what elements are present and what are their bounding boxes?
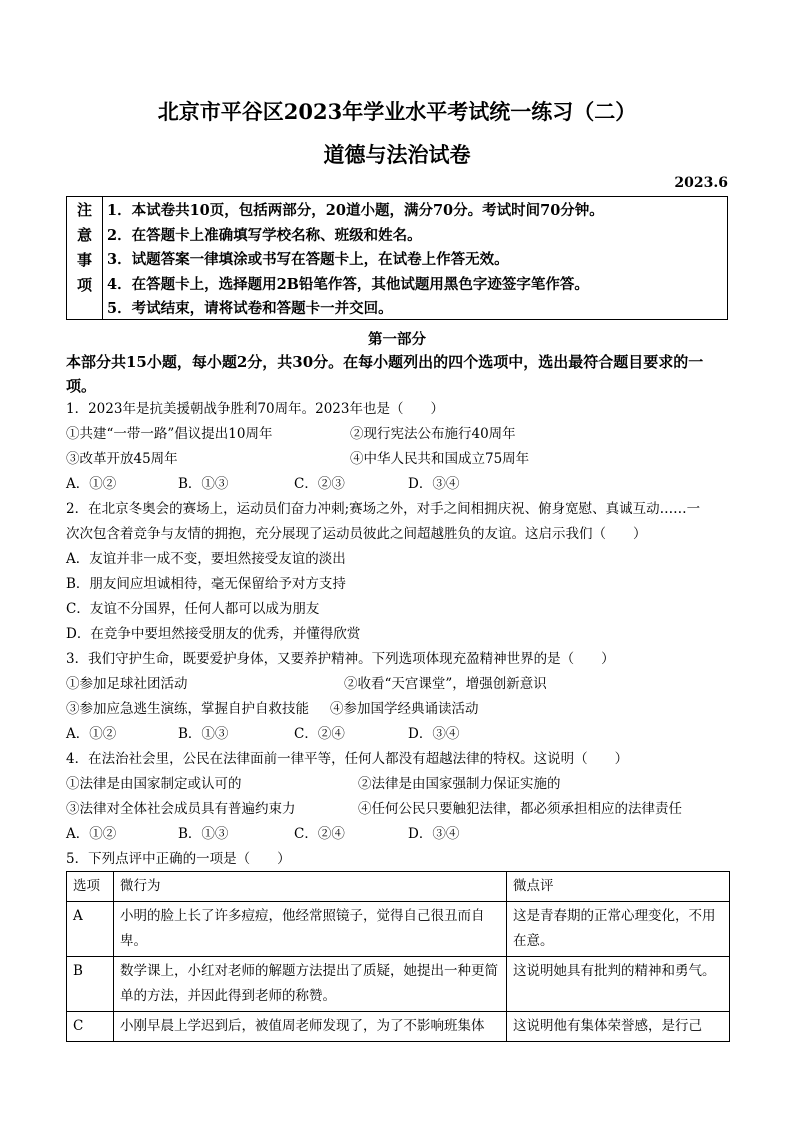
- notice-items: [107, 199, 604, 322]
- question-item: ②收看“天宫课堂”，增强创新意识: [344, 676, 547, 692]
- question-item: ④中华人民共和国成立75周年: [350, 451, 530, 467]
- answer-choice[interactable]: D．③④: [408, 826, 460, 842]
- answer-choice[interactable]: A．友谊并非一成不变，要坦然接受友谊的淡出: [66, 551, 346, 567]
- table-cell: B: [67, 957, 114, 1012]
- question-item: ③参加应急逃生演练，掌握自护自救技能: [66, 701, 309, 717]
- table-cell: 小明的脸上长了许多痘痘，他经常照镜子，觉得自己很丑而自卑。: [114, 902, 507, 957]
- answer-choice[interactable]: B．①③: [178, 476, 229, 492]
- table-row: [67, 902, 730, 957]
- table-header-row: [67, 872, 730, 902]
- question-stem: 4．在法治社会里，公民在法律面前一律平等，任何人都没有超越法律的特权。这说明（ ）: [66, 751, 629, 767]
- answer-choice[interactable]: B．①③: [178, 826, 229, 842]
- answer-choice[interactable]: B．朋友间应坦诚相待，毫无保留给予对方支持: [66, 576, 346, 592]
- notice-item: 5．考试结束，请将试卷和答题卡一并交回。: [107, 300, 393, 317]
- question-item: ③法律对全体社会成员具有普遍约束力: [66, 801, 296, 817]
- table-cell: A: [67, 902, 114, 957]
- question-stem: 2．在北京冬奥会的赛场上，运动员们奋力冲刺;赛场之外，对手之间相拥庆祝、俯身宽慰、真诚互动……一: [66, 501, 701, 517]
- notice-label-char: 事: [76, 251, 92, 269]
- answer-choice[interactable]: C．②④: [294, 826, 345, 842]
- question-item: ③改革开放45周年: [66, 451, 178, 467]
- question-stem: 5．下列点评中正确的一项是（ ）: [66, 851, 291, 867]
- question-item: ④参加国学经典诵读活动: [330, 701, 479, 717]
- notice-item: 3．试题答案一律填涂或书写在答题卡上，在试卷上作答无效。: [107, 251, 509, 268]
- table-cell: 这说明她具有批判的精神和勇气。: [507, 957, 730, 1012]
- answer-choice[interactable]: D．③④: [408, 726, 460, 742]
- exam-date: 2023.6: [674, 175, 728, 191]
- notice-label-char: 注: [76, 201, 92, 219]
- notice-label: [67, 197, 103, 319]
- table-cell: 这说明他有集体荣誉感，是行己: [507, 1012, 730, 1042]
- notice-item: 2．在答题卡上准确填写学校名称、班级和姓名。: [107, 226, 422, 244]
- table-header: 微行为: [114, 872, 507, 902]
- part-intro: 本部分共15小题，每小题2分，共30分。在每小题列出的四个选项中，选出最符合题目要求的一项。: [66, 353, 704, 395]
- question-item: ②现行宪法公布施行40周年: [350, 426, 516, 442]
- table-header: 选项: [67, 872, 114, 902]
- question-stem: 1．2023年是抗美援朝战争胜利70周年。2023年也是（ ）: [66, 401, 444, 417]
- question-item: ①参加足球社团活动: [66, 676, 188, 692]
- exam-title: 北京市平谷区2023年学业水平考试统一练习（二）: [157, 99, 637, 124]
- answer-choice[interactable]: C．②③: [294, 476, 345, 492]
- question-item: ②法律是由国家强制力保证实施的: [358, 776, 561, 792]
- answer-choice[interactable]: C．友谊不分国界，任何人都可以成为朋友: [66, 601, 320, 617]
- part-heading: 第一部分: [368, 331, 426, 348]
- exam-subtitle: 道德与法治试卷: [323, 142, 471, 167]
- question-stem: 次次包含着竞争与友情的拥抱，充分展现了运动员彼此之间超越胜负的友谊。这启示我们（ ）: [66, 526, 647, 542]
- notice-box: [66, 196, 728, 320]
- question-stem: 3．我们守护生命，既要爱护身体，又要养护精神。下列选项体现充盈精神世界的是（ ）: [66, 651, 615, 667]
- question-item: ④任何公民只要触犯法律，都必须承担相应的法律责任: [358, 801, 682, 817]
- notice-label-char: 意: [76, 226, 92, 244]
- table-cell: 这是青春期的正常心理变化，不用在意。: [507, 902, 730, 957]
- evaluation-table: [66, 871, 730, 1042]
- answer-choice[interactable]: D．③④: [408, 476, 460, 492]
- table-row: [67, 957, 730, 1012]
- question-item: ①法律是由国家制定或认可的: [66, 776, 242, 792]
- table-cell: 小刚早晨上学迟到后，被值周老师发现了，为了不影响班集体: [114, 1012, 507, 1042]
- answer-choice[interactable]: D．在竞争中要坦然接受朋友的优秀，并懂得欣赏: [66, 626, 361, 642]
- answer-choice[interactable]: C．②④: [294, 726, 345, 742]
- answer-choice[interactable]: A．①②: [66, 726, 117, 742]
- table-cell: C: [67, 1012, 114, 1042]
- table-cell: 数学课上，小红对老师的解题方法提出了质疑，她提出一种更简单的方法，并因此得到老师的称赞。: [114, 957, 507, 1012]
- notice-item: 1．本试卷共10页，包括两部分，20道小题，满分70分。考试时间70分钟。: [107, 202, 604, 219]
- notice-item: 4．在答题卡上，选择题用2B铅笔作答，其他试题用黑色字迹签字笔作答。: [107, 275, 589, 293]
- table-header: 微点评: [507, 872, 730, 902]
- question-item: ①共建“一带一路”倡议提出10周年: [66, 426, 273, 442]
- notice-label-char: 项: [76, 276, 92, 294]
- answer-choice[interactable]: A．①②: [66, 476, 117, 492]
- answer-choice[interactable]: A．①②: [66, 826, 117, 842]
- table-row: [67, 1012, 730, 1042]
- answer-choice[interactable]: B．①③: [178, 726, 229, 742]
